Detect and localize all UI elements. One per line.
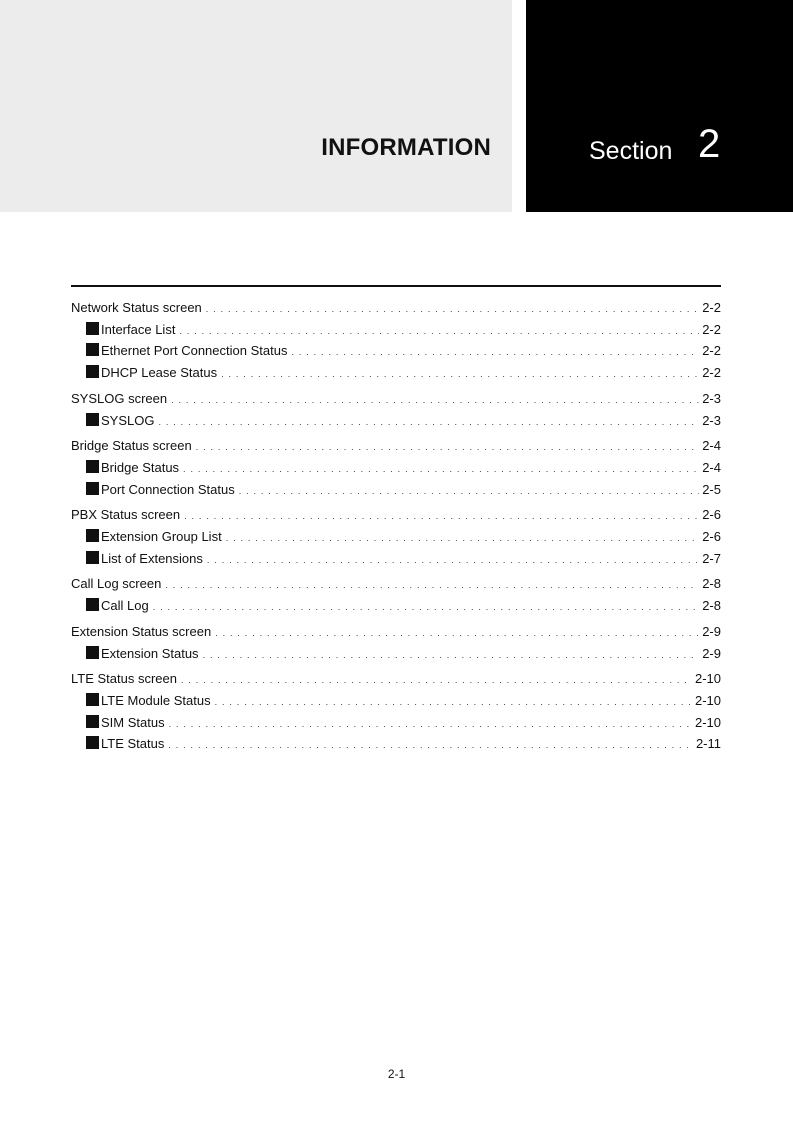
toc-entry-label: LTE Status screen — [71, 671, 177, 687]
toc-subsection-entry[interactable] — [71, 596, 721, 618]
toc-entry-label: SYSLOG screen — [71, 390, 168, 406]
section-number: 2 — [698, 122, 721, 166]
toc-section-entry[interactable] — [71, 622, 721, 644]
dot-leader — [226, 529, 700, 549]
toc-section-entry[interactable] — [71, 389, 721, 411]
toc-entry-page: 2-10 — [694, 692, 721, 708]
dot-leader — [215, 624, 699, 644]
dot-leader — [221, 365, 699, 385]
toc-entry-label: Port Connection Status — [101, 481, 235, 497]
footer-page-number: 2-1 — [387, 1067, 406, 1081]
toc-entry-label: Bridge Status screen — [71, 438, 192, 454]
square-bullet-icon — [86, 646, 99, 659]
table-of-contents — [71, 298, 721, 756]
toc-entry-label: Extension Group List — [101, 529, 222, 545]
toc-entry-label: SYSLOG — [101, 412, 155, 428]
toc-entry-label: Bridge Status — [101, 459, 180, 475]
page-title: INFORMATION — [321, 134, 491, 161]
toc-entry-label: Call Log — [101, 598, 149, 614]
dot-leader — [196, 438, 700, 458]
square-bullet-icon — [86, 736, 99, 749]
toc-entry-label: Ethernet Port Connection Status — [101, 343, 288, 359]
toc-section-entry[interactable] — [71, 298, 721, 320]
dot-leader — [207, 551, 699, 571]
toc-entry-label: Interface List — [101, 321, 176, 337]
toc-entry-page: 2-6 — [702, 529, 721, 545]
toc-entry-label: DHCP Lease Status — [101, 365, 218, 381]
dot-leader — [215, 693, 692, 713]
toc-entry-page: 2-6 — [702, 507, 721, 523]
toc-entry-page: 2-2 — [702, 365, 721, 381]
square-bullet-icon — [86, 693, 99, 706]
dot-leader — [168, 736, 693, 756]
square-bullet-icon — [86, 460, 99, 473]
toc-entry-label: LTE Status — [101, 736, 165, 752]
toc-entry-page: 2-3 — [702, 412, 721, 428]
toc-subsection-entry[interactable] — [71, 480, 721, 502]
toc-entry-label: LTE Module Status — [101, 692, 211, 708]
toc-entry-page: 2-10 — [694, 671, 721, 687]
toc-entry-page: 2-9 — [702, 645, 721, 661]
toc-entry-label: Network Status screen — [71, 300, 202, 315]
toc-entry-page: 2-7 — [702, 550, 721, 566]
toc-section-entry[interactable] — [71, 436, 721, 458]
dot-leader — [171, 391, 699, 411]
square-bullet-icon — [86, 322, 99, 335]
dot-leader — [158, 413, 699, 433]
section-tab — [526, 0, 793, 212]
toc-subsection-entry[interactable] — [71, 363, 721, 385]
square-bullet-icon — [86, 413, 99, 426]
toc-subsection-entry[interactable] — [71, 691, 721, 713]
toc-entry-label: Extension Status screen — [71, 623, 212, 639]
toc-entry-page: 2-5 — [702, 481, 721, 497]
toc-entry-page: 2-3 — [702, 390, 721, 406]
toc-entry-page: 2-8 — [702, 598, 721, 614]
toc-entry-label: SIM Status — [101, 714, 165, 730]
toc-entry-label: Call Log screen — [71, 576, 162, 592]
dot-leader — [206, 300, 699, 320]
toc-section-entry[interactable] — [71, 669, 721, 691]
toc-entry-label: List of Extensions — [101, 550, 203, 566]
toc-entry-page: 2-2 — [702, 343, 721, 359]
dot-leader — [181, 671, 692, 691]
toc-subsection-entry[interactable] — [71, 411, 721, 433]
header-title-panel — [0, 0, 512, 212]
dot-leader — [153, 598, 700, 618]
toc-entry-page: 2-2 — [702, 321, 721, 337]
toc-subsection-entry[interactable] — [71, 713, 721, 735]
toc-section-entry[interactable] — [71, 505, 721, 527]
section-label: Section — [589, 137, 673, 165]
toc-entry-page: 2-4 — [702, 459, 721, 475]
dot-leader — [291, 343, 699, 363]
toc-subsection-entry[interactable] — [71, 644, 721, 666]
square-bullet-icon — [86, 365, 99, 378]
toc-entry-page: 2-10 — [694, 714, 721, 730]
toc-entry-page: 2-8 — [702, 576, 721, 592]
dot-leader — [179, 322, 699, 342]
toc-entry-page: 2-2 — [702, 300, 721, 315]
toc-entry-page: 2-4 — [702, 438, 721, 454]
toc-subsection-entry[interactable] — [71, 734, 721, 756]
dot-leader — [169, 715, 692, 735]
toc-divider — [71, 285, 721, 287]
toc-section-entry[interactable] — [71, 574, 721, 596]
toc-subsection-entry[interactable] — [71, 320, 721, 342]
toc-entry-label: Extension Status — [101, 645, 199, 661]
square-bullet-icon — [86, 343, 99, 356]
dot-leader — [183, 460, 699, 480]
toc-subsection-entry[interactable] — [71, 549, 721, 571]
toc-subsection-entry[interactable] — [71, 341, 721, 363]
square-bullet-icon — [86, 529, 99, 542]
dot-leader — [184, 507, 699, 527]
square-bullet-icon — [86, 598, 99, 611]
toc-entry-label: PBX Status screen — [71, 507, 181, 523]
dot-leader — [165, 576, 699, 596]
toc-entry-page: 2-11 — [695, 736, 721, 752]
square-bullet-icon — [86, 715, 99, 728]
toc-entry-page: 2-9 — [702, 623, 721, 639]
toc-subsection-entry[interactable] — [71, 458, 721, 480]
square-bullet-icon — [86, 551, 99, 564]
toc-subsection-entry[interactable] — [71, 527, 721, 549]
dot-leader — [239, 482, 700, 502]
dot-leader — [203, 646, 700, 666]
square-bullet-icon — [86, 482, 99, 495]
